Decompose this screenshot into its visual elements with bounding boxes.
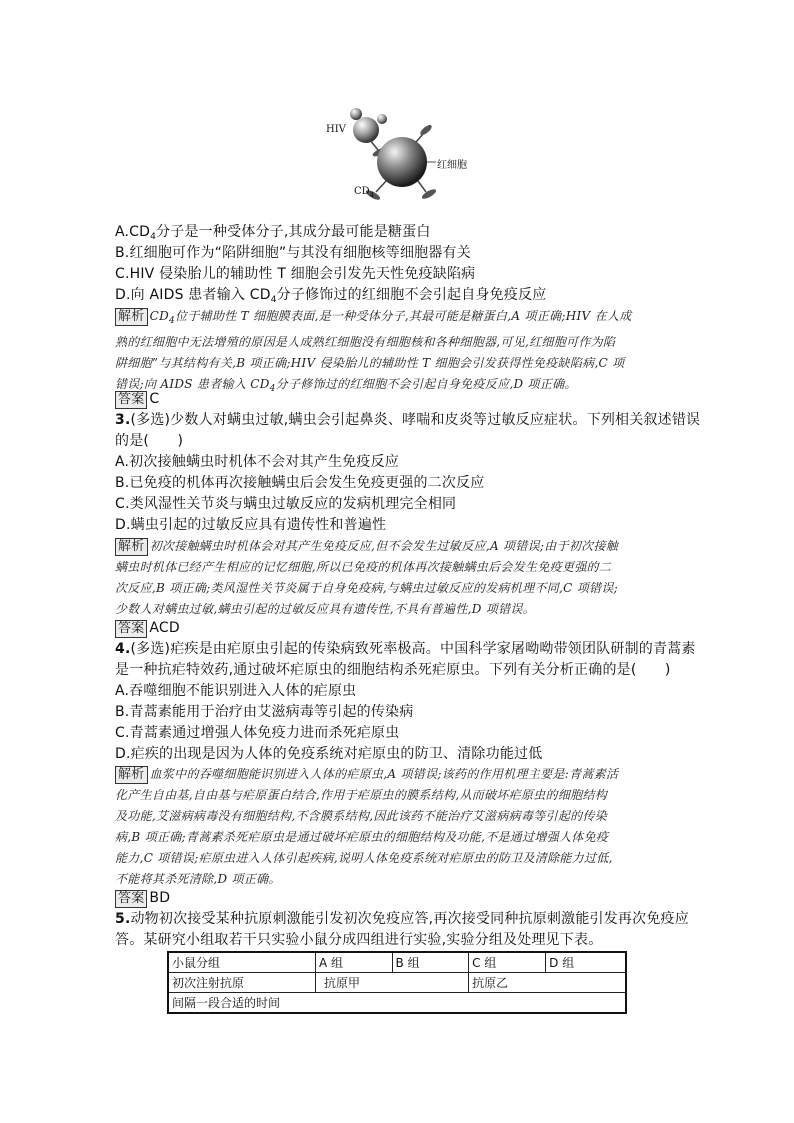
table-cell: 小鼠分组: [168, 952, 316, 973]
analysis-tag: 解析: [115, 308, 148, 326]
table-row: [168, 993, 626, 1014]
q4-analysis: 解析 血浆中的吞噬细胞能识别进入人体的疟原虫,A 项错误;该药的作用机理主要是:青蒿素活 化产生自由基,自由基与疟原蛋白结合,作用于疟原虫的膜系结构,从而破坏疟原虫的细胞结构 及功能,艾滋病病毒没有细胞结构,不含膜系结构,因此该药不能治疗艾滋病病毒等引起的传染 病,B 项正确;青蒿素杀死疟原虫是通过破坏疟原虫的细胞结构及功能,不是通过增强人体免疫 能力,C 项错误;疟原虫进入人体引起疾病,说明人体免疫系统对疟原虫的防卫及清除能力过低, 不能将其杀死清除,D 项正确。: [115, 767, 619, 886]
table-cell: C 组: [469, 952, 546, 973]
hiv-label: HIV: [326, 124, 346, 135]
answer-tag: 答案: [115, 391, 147, 409]
table-cell: 初次注射抗原: [168, 973, 316, 993]
q2-analysis: 解析 $CD_4$位于辅助性 T 细胞膜表面,是一种受体分子,其最可能是糖蛋白,A 项正确;HIV 在人成 熟的红细胞中无法增殖的原因是人成熟红细胞没有细胞核和各种细胞器,可见,红细胞可作为陷 阱细胞”与其结构有关,B 项正确;HIV 侵染胎儿的辅助性 T 细胞会引发获得性免疫缺陷病,C 项 错误;向 AIDS 患者输入 $CD_4$分子修饰过的红细胞不会引起自身免疫反应,D 项正确。: [115, 309, 632, 394]
q3-option-c: C.类风湿性关节炎与螨虫过敏反应的发病机理完全相同: [115, 496, 457, 512]
q3-analysis: 解析 初次接触螨虫时机体会对其产生免疫反应,但不会发生过敏反应,A 项错误;由于初次接触 螨虫时机体已经产生相应的记忆细胞,所以已免疫的机体再次接触螨虫后会发生免疫更强的二 次反应,B 项正确;类风湿性关节炎属于自身免疫病,与螨虫过敏反应的发病机理不同,C 项错误; 少数人对螨虫过敏,螨虫引起的过敏反应具有遗传性,不具有普遍性,D 项错误。: [115, 539, 619, 616]
answer-tag: 答案: [115, 890, 147, 908]
q4-option-c: C.青蒿素通过增强人体免疫力进而杀死疟原虫: [115, 725, 400, 741]
table-row: [168, 973, 626, 993]
q3-option-a: A.初次接触螨虫时机体不会对其产生免疫反应: [115, 454, 399, 470]
q2-option-b: B.红细胞可作为“陷阱细胞”与其没有细胞核等细胞器有关: [115, 245, 471, 261]
hiv-rbc-figure: [318, 100, 488, 210]
q2-option-d: D.向 AIDS 患者输入 $CD_4$分子修饰过的红细胞不会引起自身免疫反应: [115, 287, 547, 305]
analysis-tag: 解析: [115, 538, 148, 556]
q2-option-a: $A.CD_4$分子是一种受体分子,其成分最可能是糖蛋白: [115, 224, 431, 242]
table-cell: B 组: [392, 952, 469, 973]
q4-answer: 答案 BD: [115, 888, 170, 908]
q5-stem-line1: 5.动物初次接受某种抗原刺激能引发初次免疫应答,再次接受同种抗原刺激能引发再次免疫应: [115, 911, 689, 927]
experiment-table: [167, 951, 627, 1014]
hiv-virus-body: [353, 117, 379, 143]
q3-option-b: B.已免疫的机体再次接触螨虫后会发生免疫更强的二次反应: [115, 475, 485, 491]
table-cell: A 组: [316, 952, 393, 973]
cd4-label: $CD_4$: [354, 186, 375, 199]
q2-answer: 答案 C: [115, 389, 159, 409]
table-cell: 抗原甲: [316, 973, 469, 993]
q2-option-c: C.HIV 侵染胎儿的辅助性 T 细胞会引发先天性免疫缺陷病: [115, 266, 476, 282]
table-cell: D 组: [546, 952, 626, 973]
red-blood-cell: [377, 137, 427, 187]
answer-tag: 答案: [115, 620, 147, 638]
table-header-row: [168, 952, 626, 973]
analysis-tag: 解析: [115, 766, 148, 784]
q4-stem-line1: 4.(多选)疟疾是由疟原虫引起的传染病致死率极高。中国科学家屠呦呦带领团队研制的青蒿素: [115, 641, 696, 657]
q3-stem-line2: 的是( ): [115, 433, 184, 449]
q4-option-b: B.青蒿素能用于治疗由艾滋病毒等引起的传染病: [115, 704, 414, 720]
q3-stem-line1: 3.(多选)少数人对螨虫过敏,螨虫会引起鼻炎、哮喘和皮炎等过敏反应症状。下列相关叙述错误: [115, 412, 701, 428]
table-cell: 抗原乙: [469, 973, 626, 993]
q4-option-d: D.疟疾的出现是因为人体的免疫系统对疟原虫的防卫、清除功能过低: [115, 746, 543, 762]
table-cell: 间隔一段合适的时间: [168, 993, 626, 1014]
q3-answer: 答案 ACD: [115, 618, 180, 638]
q4-option-a: A.吞噬细胞不能识别进入人体的疟原虫: [115, 683, 357, 699]
q5-stem-line2: 答。某研究小组取若干只实验小鼠分成四组进行实验,实验分组及处理见下表。: [115, 932, 603, 948]
hiv-rbc-diagram: [318, 100, 488, 210]
q4-stem-line2: 是一种抗疟特效药,通过破坏疟原虫的细胞结构杀死疟原虫。下列有关分析正确的是( ): [115, 662, 671, 678]
q3-option-d: D.螨虫引起的过敏反应具有遗传性和普遍性: [115, 517, 387, 533]
rbc-label: 红细胞: [437, 160, 467, 171]
